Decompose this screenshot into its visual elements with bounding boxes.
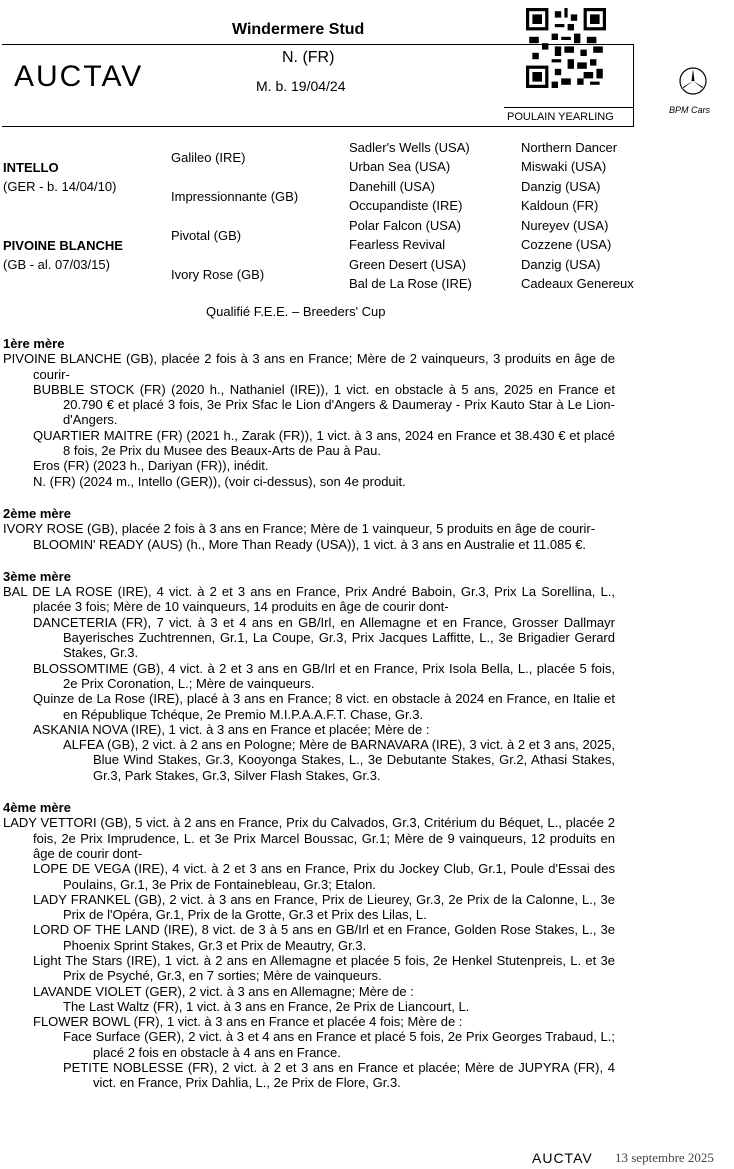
pedigree-gen3: Sadler's Wells (USA) (349, 140, 470, 155)
pedigree-gen3: Fearless Revival (349, 237, 446, 252)
progeny-entry: LADY FRANKEL (GB), 2 vict. à 3 ans en France, Prix de Lieurey, Gr.3, 2e Prix de la Calonne, L., 3e Prix de l'Opéra, Gr.1, Prix de la Grotte, Gr.3 et Prix des Lilas, L. (33, 891, 615, 923)
pedigree-gen3: Occupandiste (IRE) (349, 198, 463, 213)
dam-paragraph: LADY VETTORI (GB), 5 vict. à 2 ans en France, Prix du Calvados, Gr.3, Critérium du Béquet, L., placée 2 fois, 2e Prix Imprudence, L. et 3e Prix Marcel Boussac, Gr.1; Mère de 9 vainqueurs, 12 produits en âge de courir dont- (3, 815, 615, 861)
progeny-entry: N. (FR) (2024 m., Intello (GER)), (voir ci-dessus), son 4e produit. (33, 473, 406, 489)
progeny-entry: LOPE DE VEGA (IRE), 4 vict. à 2 et 3 ans en France, Prix du Jockey Club, Gr.1, Poule d'Essai des Poulains, Gr.1, 3e Prix de Fontainebleau, Gr.3; Etalon. (33, 861, 615, 892)
pedigree-gen2: Pivotal (GB) (171, 228, 242, 243)
pedigree-gen4: Cozzene (USA) (521, 237, 612, 252)
footer-date: 13 septembre 2025 (615, 1150, 714, 1165)
sire-name: INTELLO (3, 160, 59, 175)
pedigree-gen3: Danehill (USA) (349, 179, 435, 194)
pedigree-gen4: Miswaki (USA) (521, 159, 607, 174)
pedigree-gen4: Northern Dancer (521, 140, 618, 155)
progeny-entry: LAVANDE VIOLET (GER), 2 vict. à 3 ans en Allemagne; Mère de : (33, 983, 414, 999)
progeny-entry: Quinze de La Rose (IRE), placé à 3 ans en France; 8 vict. en obstacle à 2024 en France, en Italie et en République Tchéque, 2e Premio M.I.P.A.A.F.T. Chase, Gr.3. (33, 691, 615, 722)
progeny-entry: LORD OF THE LAND (IRE), 8 vict. de 3 à 5 ans en GB/Irl et en France, Golden Rose Stakes, L., 3e Phoenix Sprint Stakes, Gr.3 et Prix de Meautry, Gr.3. (33, 922, 615, 953)
progeny-entry: The Last Waltz (FR), 1 vict. à 3 ans en France, 2e Prix de Liancourt, L. (63, 998, 470, 1014)
dam-paragraph: IVORY ROSE (GB), placée 2 fois à 3 ans en France; Mère de 1 vainqueur, 5 produits en âge de courir- (3, 521, 596, 537)
category-rule (504, 107, 633, 108)
progeny-entry: Face Surface (GER), 2 vict. à 3 et 4 ans en France et placé 5 fois, 2e Prix Georges Trabaud, L.; placé 2 fois en obstacle à 4 ans en France. (63, 1029, 615, 1060)
pedigree-gen4: Kaldoun (FR) (521, 198, 599, 213)
horse-description: M. b. 19/04/24 (256, 78, 346, 94)
section-heading-1: 1ère mère (3, 336, 65, 351)
progeny-entry: BLOSSOMTIME (GB), 4 vict. à 2 et 3 ans en GB/Irl et en France, Prix Isola Bella, L., placée 5 fois, 2e Prix Coronation, L.; Mère de vainqueurs. (33, 660, 615, 691)
header-bottom-rule (2, 126, 634, 127)
progeny-entry: Eros (FR) (2023 h., Dariyan (FR)), inédit. (33, 458, 269, 474)
sire-details: (GER - b. 14/04/10) (3, 179, 117, 194)
dam-paragraph: BAL DE LA ROSE (IRE), 4 vict. à 2 et 3 ans en France, Prix André Baboin, Gr.3, Prix La Sorellina, L., placée 3 fois; Mère de 10 vainqueurs, 14 produits en âge de courir dont- (3, 584, 615, 615)
pedigree-gen3: Polar Falcon (USA) (349, 218, 461, 233)
pedigree-gen4: Cadeaux Genereux (521, 276, 634, 291)
progeny-entry: BLOOMIN' READY (AUS) (h., More Than Ready (USA)), 1 vict. à 3 ans en Australie et 11.085 €. (33, 536, 587, 552)
brand-logo: AUCTAV (14, 60, 144, 93)
qr-code-icon (526, 8, 606, 88)
pedigree-gen2: Ivory Rose (GB) (171, 267, 265, 282)
progeny-entry: ALFEA (GB), 2 vict. à 2 ans en Pologne; Mère de BARNAVARA (IRE), 3 vict. à 2 et 3 ans, 2025, Blue Wind Stakes, Gr.3, Kooyonga Stakes, L., 3e Debutante Stakes, Gr.2, Athasi Stakes, Gr.3, Park Stakes, Gr.3, Silver Flash Stakes, Gr.3. (63, 737, 615, 783)
pedigree-gen4: Nureyev (USA) (521, 218, 609, 233)
mercedes-star-icon (678, 66, 708, 96)
section-heading-3: 3ème mère (3, 568, 71, 584)
sale-category: POULAIN YEARLING (507, 111, 614, 123)
progeny-entry: DANCETERIA (FR), 7 vict. à 3 et 4 ans en GB/Irl, en Allemagne et en France, Grosser Dallmayr Bayerisches Zuchtrennen, Gr.1, La Coupe, Gr.3, Prix Jacques Laffitte, L., 3e Brigadier Gerard Stakes, Gr.3. (33, 614, 615, 661)
progeny-entry: PETITE NOBLESSE (FR), 2 vict. à 2 et 3 ans en France et placée; Mère de JUPYRA (FR), 4 vict. en France, Prix Dahlia, L., 2e Prix de Flore, Gr.3. (63, 1060, 615, 1091)
pedigree-gen4: Danzig (USA) (521, 179, 601, 194)
section-heading-4: 4ème mère (3, 800, 71, 816)
footer-brand: AUCTAV (532, 1150, 593, 1166)
header-right-rule (633, 44, 634, 127)
pedigree-gen4: Danzig (USA) (521, 257, 601, 272)
partner-name: BPM Cars (669, 105, 711, 115)
pedigree-gen3: Urban Sea (USA) (349, 159, 451, 174)
progeny-entry: BUBBLE STOCK (FR) (2020 h., Nathaniel (IRE)), 1 vict. en obstacle à 5 ans, 2025 en France et 20.790 € et placé 3 fois, 3e Prix Sfac le Lion d'Angers & Daumeray - Prix Kauto Star à Le Lion-d'Angers. (33, 381, 615, 428)
pedigree-gen2: Impressionnante (GB) (171, 189, 299, 204)
dam-name: PIVOINE BLANCHE (3, 238, 123, 253)
catalogue-body (3, 336, 615, 1091)
pedigree-gen3: Green Desert (USA) (349, 257, 467, 272)
stud-name: Windermere Stud (232, 21, 365, 38)
dam-entry: PIVOINE BLANCHE (GB), placée 2 fois à 3 ans en France; Mère de 2 vainqueurs, 3 produits en âge de courir- (3, 351, 615, 382)
progeny-entry: QUARTIER MAITRE (FR) (2021 h., Zarak (FR)), 1 vict. à 3 ans, 2024 en France et 38.430 € et placé 8 fois, 2e Prix du Musee des Beaux-Arts de Pau à Pau. (33, 427, 615, 459)
qualification-note: Qualifié F.E.E. – Breeders' Cup (206, 304, 386, 319)
pedigree-gen2: Galileo (IRE) (171, 150, 246, 165)
progeny-entry: ASKANIA NOVA (IRE), 1 vict. à 3 ans en France et placée; Mère de : (33, 721, 430, 737)
dam-paragraph (3, 351, 615, 382)
pedigree-gen3: Bal de La Rose (IRE) (349, 276, 472, 291)
section-heading-2: 2ème mère (3, 505, 71, 521)
dam-details: (GB - al. 07/03/15) (3, 257, 110, 272)
horse-name: N. (FR) (282, 49, 335, 66)
progeny-entry: Light The Stars (IRE), 1 vict. à 2 ans en Allemagne et placée 5 fois, 2e Henkel Stutenpreis, L. et 3e Prix de Psyché, Gr.3, en 7 sorties; Mère de vainqueurs. (33, 952, 615, 984)
progeny-entry: FLOWER BOWL (FR), 1 vict. à 3 ans en France et placée 4 fois; Mère de : (33, 1014, 463, 1030)
